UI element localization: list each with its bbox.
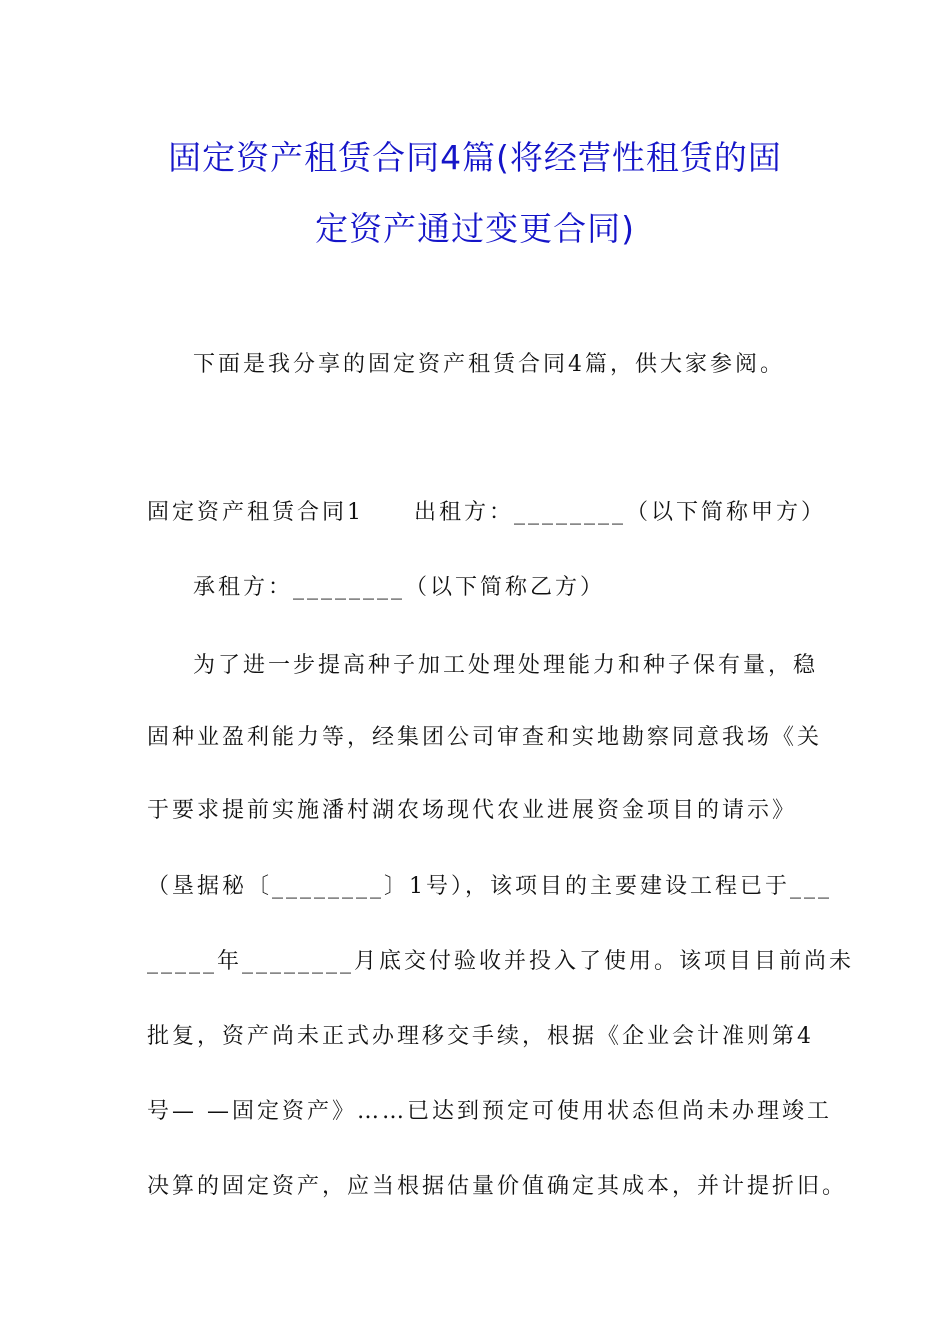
document-title-line-2: 定资产通过变更合同)	[315, 209, 635, 248]
intro-paragraph: 下面是我分享的固定资产租赁合同4篇，供大家参阅。	[193, 352, 785, 377]
body-line: （垦据秘〔________〕1号），该项目的主要建设工程已于___	[147, 874, 832, 899]
lessee-line: 承租方：________（以下简称乙方）	[193, 575, 606, 600]
body-line: 固种业盈利能力等，经集团公司审查和实地勘察同意我场《关	[147, 725, 823, 750]
body-line: 号— —固定资产》……已达到预定可使用状态但尚未办理竣工	[147, 1099, 832, 1124]
lessor-line: 固定资产租赁合同1 出租方：________（以下简称甲方）	[147, 500, 826, 525]
body-line: 于要求提前实施潘村湖农场现代农业进展资金项目的请示》	[147, 798, 798, 823]
body-line: _____年________月底交付验收并投入了使用。该项目目前尚未	[147, 949, 855, 974]
body-line: 批复，资产尚未正式办理移交手续，根据《企业会计准则第4	[147, 1024, 814, 1049]
body-line: 决算的固定资产，应当根据估量价值确定其成本，并计提折旧。	[147, 1174, 848, 1199]
document-title-line-1: 固定资产租赁合同4篇(将经营性租赁的固	[168, 138, 782, 177]
body-line: 为了进一步提高种子加工处理处理能力和种子保有量，稳	[193, 653, 819, 678]
